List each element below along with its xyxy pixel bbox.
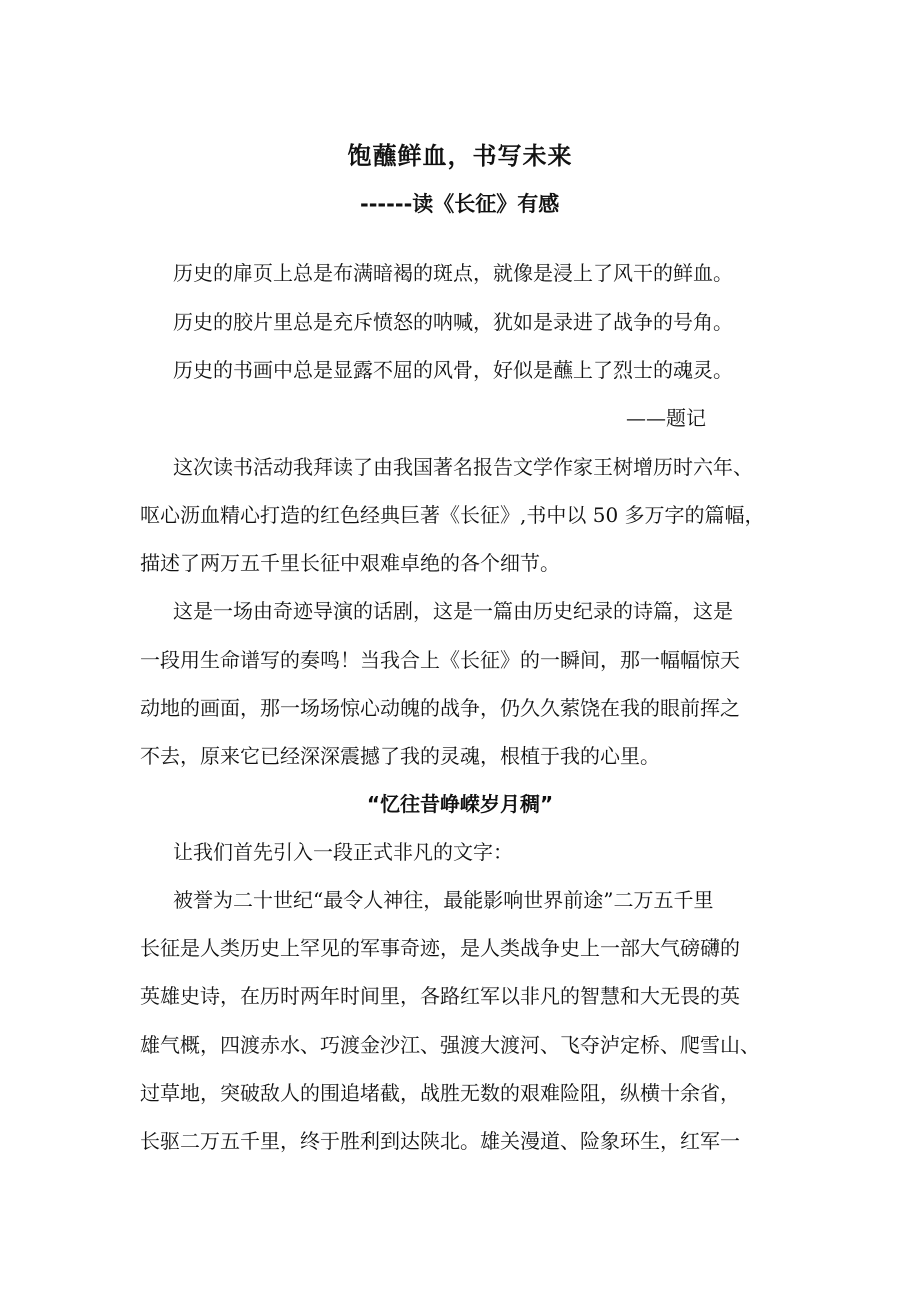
epigraph-line: 历史的扉页上总是布满暗褐的斑点，就像是浸上了风干的鲜血。	[173, 261, 733, 285]
document-subtitle: ------读《长征》有感	[360, 192, 560, 216]
epigraph-signature: ——题记	[626, 406, 706, 430]
paragraph-line: 被誉为二十世纪“最令人神往，最能影响世界前途”二万五千里	[173, 888, 714, 912]
paragraph-line: 一段用生命谱写的奏鸣！当我合上《长征》的一瞬间，那一幅幅惊天	[140, 648, 740, 672]
document-title: 饱蘸鲜血，书写未来	[347, 142, 573, 170]
epigraph-line: 历史的胶片里总是充斥愤怒的呐喊，犹如是录进了战争的号角。	[173, 310, 733, 334]
paragraph-line: 过草地，突破敌人的围追堵截，战胜无数的艰难险阻，纵横十余省，	[140, 1081, 740, 1105]
paragraph-line: 让我们首先引入一段正式非凡的文字：	[173, 840, 513, 864]
paragraph-line: 这次读书活动我拜读了由我国著名报告文学作家王树增历时六年、	[173, 455, 753, 479]
paragraph-line: 呕心沥血精心打造的红色经典巨著《长征》,书中以 50 多万字的篇幅，	[140, 503, 765, 527]
paragraph-line: 描述了两万五千里长征中艰难卓绝的各个细节。	[140, 551, 560, 575]
paragraph-line: 英雄史诗，在历时两年时间里，各路红军以非凡的智慧和大无畏的英	[140, 984, 740, 1008]
paragraph-line: 这是一场由奇迹导演的话剧，这是一篇由历史纪录的诗篇，这是	[173, 599, 733, 623]
paragraph-line: 动地的画面，那一场场惊心动魄的战争，仍久久萦饶在我的眼前挥之	[140, 696, 740, 720]
epigraph-line: 历史的书画中总是显露不屈的风骨，好似是蘸上了烈士的魂灵。	[173, 358, 733, 382]
paragraph-line: 长驱二万五千里，终于胜利到达陕北。雄关漫道、险象环生，红军一	[140, 1129, 740, 1153]
paragraph-line: 长征是人类历史上罕见的军事奇迹，是人类战争史上一部大气磅礴的	[140, 936, 740, 960]
paragraph-line: 不去，原来它已经深深震撼了我的灵魂，根植于我的心里。	[140, 744, 660, 768]
paragraph-line: 雄气概，四渡赤水、巧渡金沙江、强渡大渡河、飞夺泸定桥、爬雪山、	[140, 1033, 760, 1057]
section-heading: “忆往昔峥嵘岁月稠”	[366, 792, 554, 816]
